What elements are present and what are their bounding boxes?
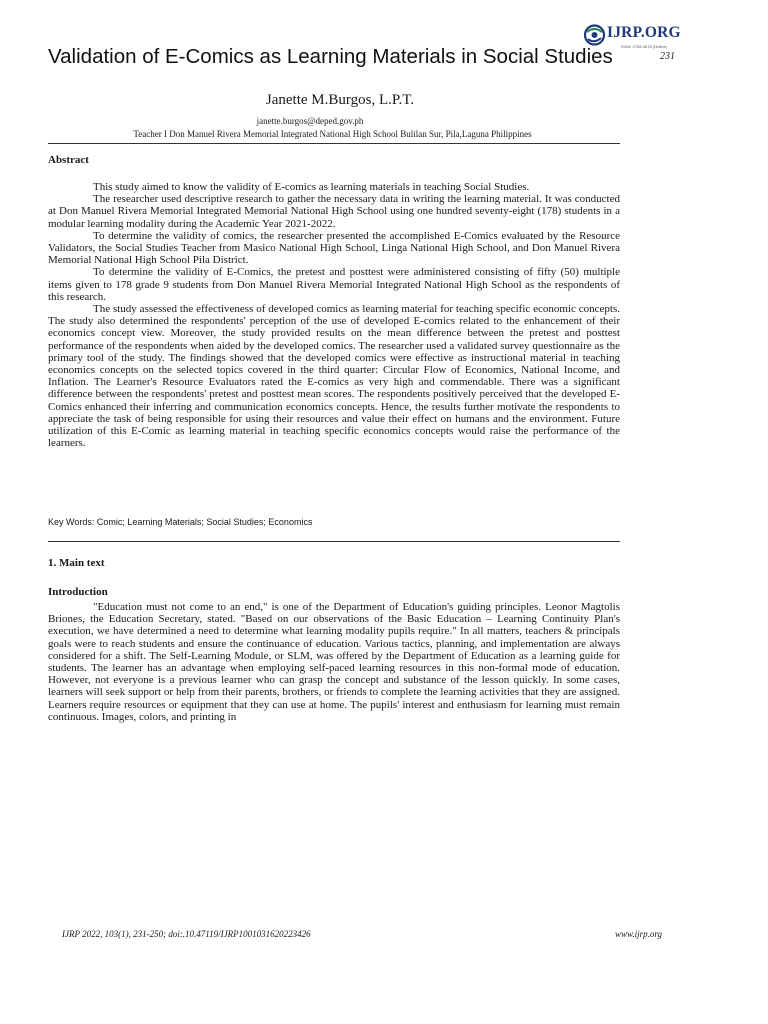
footer-citation: IJRP 2022, 103(1), 231-250; doi:.10.47119/IJRP1001031620223426 [62,929,311,939]
abstract-divider [48,541,620,542]
page-number: 231 [660,51,675,62]
abstract-paragraph: This study aimed to know the validity of E-comics as learning materials in teaching Social Studies. [93,181,530,193]
abstract-heading: Abstract [48,154,89,166]
abstract-paragraph: To determine the validity of E-Comics, the pretest and posttest were administered consisting of fifty (50) multiple items given to 178 grade 9 students from Don Manuel Rivera Memorial Integrated National High School as the respondents of this research. [48,266,620,303]
abstract-paragraph: The study assessed the effectiveness of developed comics as learning material for teaching specific economic concepts. The study also determined the respondents' perception of the use of developed E-comics related to the enhancement of their economics concept view. Moreover, the study provided results on the mean difference between the pretest and posttest performance of the respondents when aided by the developed comics. The researcher used a validated survey questionnaire as the primary tool of the study. The findings showed that the developed comics were effective as instructional material in teaching economics concepts on the selected topics covered in the third quarter: Circular Flow of Economics, National Income, and Inflation. The Learner's Resource Evaluators rated the E-comics as very high and commendable. There was a significant difference between the respondents' pretest and posttest mean scores. The respondents positively perceived that the developed E-Comics enhanced their inferring and communication economics concepts. Hence, the results further motivate the respondents to appreciate the task of being responsible for using their resources and value their effect on humans and the environment. Future utilization of this E-Comic as learning material in teaching specific economics concepts would raise the performance of the learners. [48,303,620,450]
author-name: Janette M.Burgos, L.P.T. [265,92,415,108]
logo-text: IJRP.ORG [607,24,681,41]
section-heading: 1. Main text [48,557,105,569]
header-divider [48,143,620,144]
abstract-paragraph: The researcher used descriptive research to gather the necessary data in writing the learning material. It was conducted at Don Manuel Rivera Memorial Integrated Memorial National High School using one hundred seventy-eight (178) students in a modular learning modality during the Academic Year 2021-2022. [48,193,620,230]
introduction-paragraph: "Education must not come to an end," is one of the Department of Education's guiding principles. Leonor Magtolis Briones, the Education Secretary, stated. "Based on our observations of the Basic Education – Learning Continuity Plan's execution, we have determined a need to determine what learning modality pupils require." In all matters, teachers & principals goals were to reach students and ensure the continuance of education. Various tactics, planning, and implementation are always considered for a shift. The Self-Learning Module, or SLM, was offered by the Department of Education as a learning guide for students. The learner has an advantage when employing self-paced learning resources in this non-formal mode of education. However, not everyone is a previous learner who can grasp the concept and substance of the lesson quickly. In some cases, learners will seek support or help from their parents, brothers, or friends to complete the learning activities that they are assigned. Learners require resources or equipment that they can use at home. The pupils' interest and enthusiasm for learning must remain continuous. Images, colors, and printing in [48,601,620,723]
author-email[interactable]: janette.burgos@deped.gov.ph [256,116,364,126]
subsection-heading: Introduction [48,586,108,598]
author-affiliation: Teacher I Don Manuel Rivera Memorial Integrated National High School Bulilan Sur, Pila,Laguna Philippines [133,129,532,139]
introduction-body [48,601,620,723]
globe-icon [584,24,605,46]
keywords: Key Words: Comic; Learning Materials; Social Studies; Economics [48,517,313,527]
abstract-body [48,181,620,449]
paper-title: Validation of E-Comics as Learning Materials in Social Studies [48,45,613,68]
abstract-paragraph: To determine the validity of comics, the researcher presented the accomplished E-Comics evaluated by the Resource Validators, the Social Studies Teacher from Masico National High School, Linga National High School, and Don Manuel Rivera Memorial National High School Pila District. [48,229,620,267]
footer-website-link[interactable]: www.ijrp.org [614,929,662,939]
logo-tagline: ISSN: 2708-3578 (Online) [621,44,668,49]
